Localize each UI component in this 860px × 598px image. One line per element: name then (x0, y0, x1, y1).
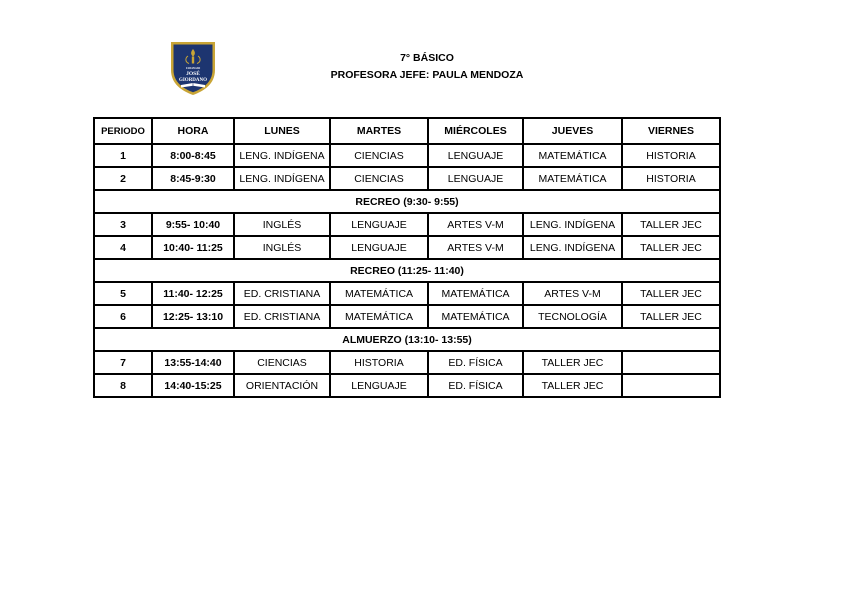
time-cell: 13:55-14:40 (152, 351, 234, 374)
period-cell: 4 (94, 236, 152, 259)
subject-cell: ORIENTACIÓN (234, 374, 330, 397)
subject-cell: LENGUAJE (330, 374, 428, 397)
subject-cell: ED. CRISTIANA (234, 305, 330, 328)
period-cell: 8 (94, 374, 152, 397)
logo-text-line3: GIORDANO (178, 78, 208, 83)
table-row (94, 236, 720, 259)
time-cell: 9:55- 10:40 (152, 213, 234, 236)
subject-cell: LENG. INDÍGENA (523, 236, 622, 259)
column-header: MIÉRCOLES (428, 118, 523, 144)
subject-cell: ARTES V-M (523, 282, 622, 305)
subject-cell: CIENCIAS (330, 167, 428, 190)
subject-cell: MATEMÁTICA (428, 305, 523, 328)
subject-cell: MATEMÁTICA (330, 282, 428, 305)
subject-cell: INGLÉS (234, 236, 330, 259)
grade-title: 7° BÁSICO (400, 52, 454, 64)
subject-cell: LENGUAJE (428, 167, 523, 190)
head-teacher: PROFESORA JEFE: PAULA MENDOZA (330, 69, 524, 81)
table-row (94, 305, 720, 328)
table-row (94, 282, 720, 305)
subject-cell: HISTORIA (622, 144, 720, 167)
break-row (94, 328, 720, 351)
table-row (94, 374, 720, 397)
table-body (94, 144, 720, 397)
break-row (94, 259, 720, 282)
time-cell: 14:40-15:25 (152, 374, 234, 397)
subject-cell: CIENCIAS (330, 144, 428, 167)
time-cell: 8:00-8:45 (152, 144, 234, 167)
subject-cell: HISTORIA (330, 351, 428, 374)
subject-cell: MATEMÁTICA (523, 144, 622, 167)
break-label: RECREO (9:30- 9:55) (94, 190, 720, 213)
period-cell: 6 (94, 305, 152, 328)
column-header: VIERNES (622, 118, 720, 144)
subject-cell: MATEMÁTICA (428, 282, 523, 305)
time-cell: 11:40- 12:25 (152, 282, 234, 305)
subject-cell: LENGUAJE (330, 236, 428, 259)
period-cell: 2 (94, 167, 152, 190)
subject-cell: ARTES V-M (428, 236, 523, 259)
subject-cell: HISTORIA (622, 167, 720, 190)
subject-cell: MATEMÁTICA (523, 167, 622, 190)
subject-cell: LENG. INDÍGENA (523, 213, 622, 236)
subject-cell (622, 351, 720, 374)
column-header: LUNES (234, 118, 330, 144)
table-row (94, 213, 720, 236)
period-cell: 1 (94, 144, 152, 167)
period-cell: 3 (94, 213, 152, 236)
subject-cell: TECNOLOGÍA (523, 305, 622, 328)
subject-cell: ED. FÍSICA (428, 351, 523, 374)
subject-cell: ED. FÍSICA (428, 374, 523, 397)
subject-cell (622, 374, 720, 397)
subject-cell: TALLER JEC (523, 374, 622, 397)
time-cell: 8:45-9:30 (152, 167, 234, 190)
subject-cell: CIENCIAS (234, 351, 330, 374)
logo-text-line1: COLEGIO (185, 66, 201, 70)
period-cell: 7 (94, 351, 152, 374)
subject-cell: TALLER JEC (622, 236, 720, 259)
subject-cell: TALLER JEC (622, 282, 720, 305)
subject-cell: LENG. INDÍGENA (234, 144, 330, 167)
subject-cell: MATEMÁTICA (330, 305, 428, 328)
table-row (94, 351, 720, 374)
column-header: PERIODO (94, 118, 152, 144)
break-label: ALMUERZO (13:10- 13:55) (94, 328, 720, 351)
subject-cell: LENGUAJE (330, 213, 428, 236)
subject-cell: LENGUAJE (428, 144, 523, 167)
subject-cell: LENG. INDÍGENA (234, 167, 330, 190)
table-row (94, 144, 720, 167)
subject-cell: TALLER JEC (622, 213, 720, 236)
break-label: RECREO (11:25- 11:40) (94, 259, 720, 282)
period-cell: 5 (94, 282, 152, 305)
table-header-row (94, 118, 720, 144)
subject-cell: TALLER JEC (523, 351, 622, 374)
subject-cell: TALLER JEC (622, 305, 720, 328)
subject-cell: INGLÉS (234, 213, 330, 236)
column-header: JUEVES (523, 118, 622, 144)
subject-cell: ED. CRISTIANA (234, 282, 330, 305)
schedule-table (93, 117, 721, 398)
column-header: HORA (152, 118, 234, 144)
break-row (94, 190, 720, 213)
time-cell: 10:40- 11:25 (152, 236, 234, 259)
logo-text-line2: JOSÉ (186, 71, 200, 77)
table-row (94, 167, 720, 190)
column-header: MARTES (330, 118, 428, 144)
time-cell: 12:25- 13:10 (152, 305, 234, 328)
subject-cell: ARTES V-M (428, 213, 523, 236)
